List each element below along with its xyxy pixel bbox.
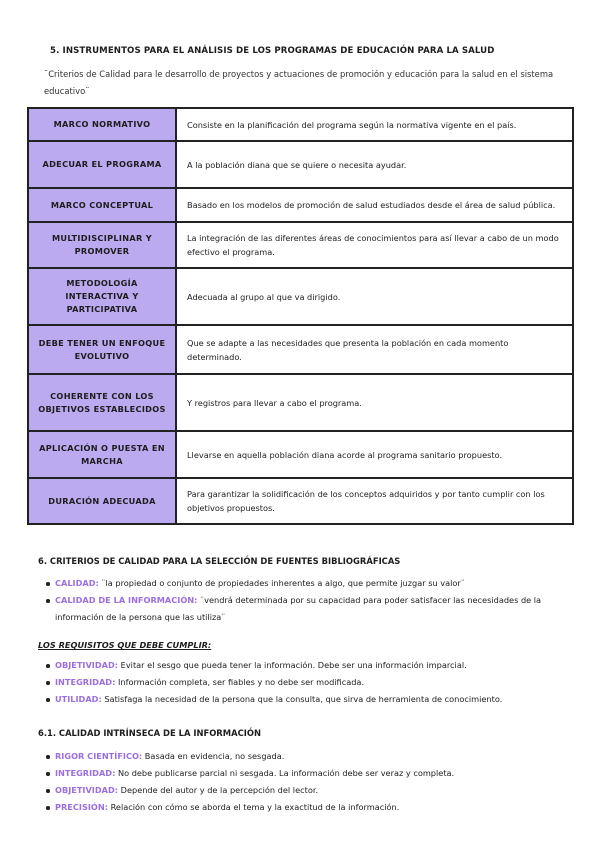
- criteria-key: MULTIDISCIPLINAR Y PROMOVER: [28, 222, 176, 268]
- list-item-text: ¨la propiedad o conjunto de propiedades inherentes a algo, que permite juzgar su valor¨: [98, 578, 465, 588]
- list-item: [46, 575, 576, 592]
- list-item-text: Basada en evidencia, no sesgada.: [142, 751, 285, 761]
- criteria-value: Adecuada al grupo al que va dirigido.: [176, 268, 573, 325]
- list-item-text: Información completa, ser fiables y no debe ser modificada.: [115, 677, 365, 687]
- table-row: [28, 325, 573, 374]
- bullet-icon: [46, 681, 50, 685]
- requirements-title: LOS REQUISITOS QUE DEBE CUMPLIR:: [38, 640, 212, 650]
- section-6-1-list: [46, 748, 576, 816]
- criteria-value: Consiste en la planificación del programa según la normativa vigente en el país.: [176, 108, 573, 141]
- list-item-keyword: PRECISIÓN:: [55, 802, 108, 812]
- section-6-1-title: 6.1. CALIDAD INTRÍNSECA DE LA INFORMACIÓN: [38, 728, 261, 738]
- list-item: [46, 799, 576, 816]
- bullet-icon: [46, 698, 50, 702]
- table-row: [28, 222, 573, 268]
- criteria-value: Basado en los modelos de promoción de salud estudiados desde el área de salud pública.: [176, 188, 573, 222]
- criteria-value: La integración de las diferentes áreas de conocimientos para así llevar a cabo de un modo efectivo el programa.: [176, 222, 573, 268]
- bullet-icon: [46, 664, 50, 668]
- table-row: [28, 108, 573, 141]
- table-row: [28, 478, 573, 524]
- criteria-key: DURACIÓN ADECUADA: [28, 478, 176, 524]
- list-item: [46, 782, 576, 799]
- list-item: [46, 765, 576, 782]
- section-5-quote: ¨Criterios de Calidad para le desarrollo de proyectos y actuaciones de promoción y educación para la salud en el sistema educativo¨: [44, 69, 554, 96]
- list-item-text: ¨vendrá determinada por su capacidad para poder satisfacer las necesidades de la información de la persona que las utiliza¨: [55, 595, 542, 622]
- section-6-list: [46, 575, 576, 626]
- bullet-icon: [46, 582, 50, 586]
- list-item-keyword: OBJETIVIDAD:: [55, 660, 119, 670]
- list-item-keyword: CALIDAD DE LA INFORMACIÓN:: [55, 595, 198, 605]
- table-row: [28, 188, 573, 222]
- list-item-keyword: CALIDAD:: [55, 578, 99, 588]
- criteria-key: ADECUAR EL PROGRAMA: [28, 141, 176, 188]
- section-6-title: 6. CRITERIOS DE CALIDAD PARA LA SELECCIÓN DE FUENTES BIBLIOGRÁFICAS: [38, 556, 401, 566]
- list-item: [46, 657, 576, 674]
- criteria-value: Para garantizar la solidificación de los conceptos adquiridos y por tanto cumplir con los objetivos propuestos.: [176, 478, 573, 524]
- list-item-text: Satisfaga la necesidad de la persona que la consulta, que sirva de herramienta de conocimiento.: [101, 694, 503, 704]
- list-item: [46, 592, 576, 626]
- list-item: [46, 748, 576, 765]
- criteria-table: [27, 107, 574, 525]
- criteria-value: A la población diana que se quiere o necesita ayudar.: [176, 141, 573, 188]
- table-row: [28, 374, 573, 431]
- criteria-value: Que se adapte a las necesidades que presenta la población en cada momento determinado.: [176, 325, 573, 374]
- criteria-key: METODOLOGÍA INTERACTIVA Y PARTICIPATIVA: [28, 268, 176, 325]
- list-item-text: No debe publicarse parcial ni sesgada. La información debe ser veraz y completa.: [115, 768, 455, 778]
- table-row: [28, 141, 573, 188]
- list-item-keyword: INTEGRIDAD:: [55, 768, 116, 778]
- list-item: [46, 691, 576, 708]
- list-item-text: Evitar el sesgo que pueda tener la información. Debe ser una información imparcial.: [118, 660, 467, 670]
- list-item-keyword: OBJETIVIDAD:: [55, 785, 119, 795]
- list-item-text: Depende del autor y de la percepción del lector.: [118, 785, 319, 795]
- bullet-icon: [46, 806, 50, 810]
- requirements-list: [46, 657, 576, 708]
- table-row: [28, 268, 573, 325]
- bullet-icon: [46, 755, 50, 759]
- criteria-key: MARCO NORMATIVO: [28, 108, 176, 141]
- list-item: [46, 674, 576, 691]
- list-item-keyword: UTILIDAD:: [55, 694, 102, 704]
- list-item-keyword: RIGOR CIENTÍFICO:: [55, 751, 143, 761]
- criteria-key: DEBE TENER UN ENFOQUE EVOLUTIVO: [28, 325, 176, 374]
- bullet-icon: [46, 599, 50, 603]
- table-row: [28, 431, 573, 478]
- criteria-value: Llevarse en aquella población diana acorde al programa sanitario propuesto.: [176, 431, 573, 478]
- criteria-key: APLICACIÓN O PUESTA EN MARCHA: [28, 431, 176, 478]
- bullet-icon: [46, 772, 50, 776]
- section-5-title: 5. INSTRUMENTOS PARA EL ANÁLISIS DE LOS PROGRAMAS DE EDUCACIÓN PARA LA SALUD: [50, 46, 495, 56]
- list-item-text: Relación con cómo se aborda el tema y la exactitud de la información.: [107, 802, 400, 812]
- list-item-keyword: INTEGRIDAD:: [55, 677, 116, 687]
- criteria-key: MARCO CONCEPTUAL: [28, 188, 176, 222]
- criteria-value: Y registros para llevar a cabo el programa.: [176, 374, 573, 431]
- bullet-icon: [46, 789, 50, 793]
- criteria-key: COHERENTE CON LOS OBJETIVOS ESTABLECIDOS: [28, 374, 176, 431]
